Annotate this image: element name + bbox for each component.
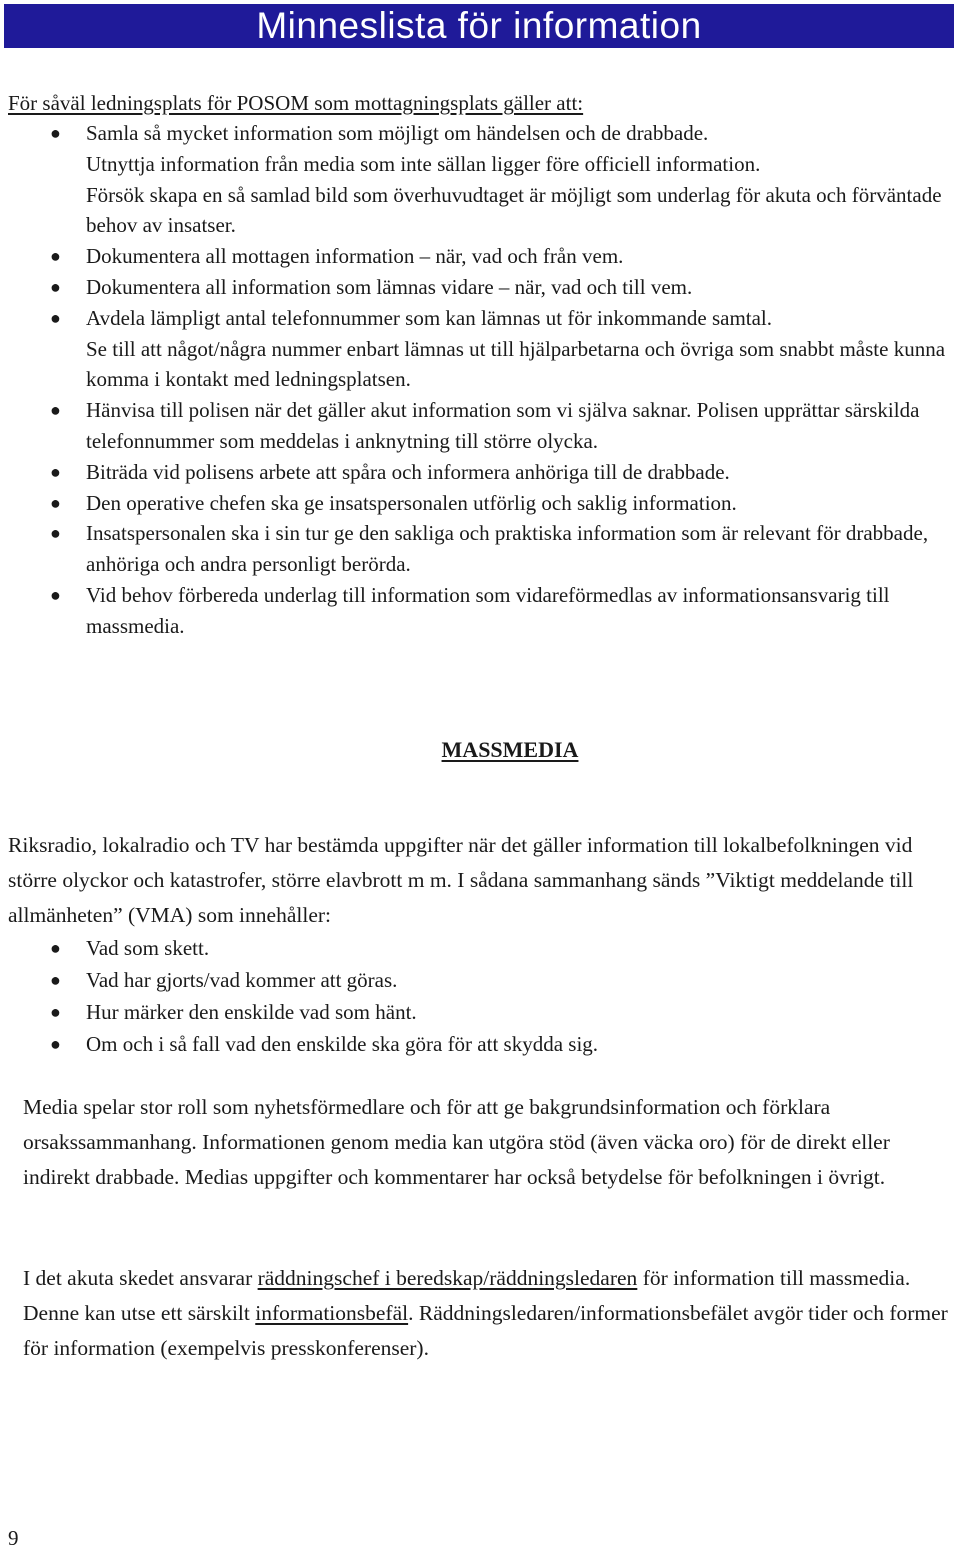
media-paragraph: Media spelar stor roll som nyhetsförmedlare och för att ge bakgrundsinformation och förklara orsakssammanhang. Informationen genom media kan utgöra stöd (även väcka oro) för de direkt eller indirekt drabbade. Medias uppgifter och kommentarer har också betydelse för befolkningen i övrigt. (23, 1095, 890, 1189)
intro-text: För såväl ledningsplats för POSOM som mottagningsplats gäller att: (8, 91, 584, 115)
bullet-icon: ● (50, 276, 61, 297)
list-item (0, 488, 945, 519)
list-item-text: Den operative chefen ska ge insatspersonalen utförlig och saklig information. (86, 490, 737, 515)
page-title: Minneslista för information (4, 4, 954, 48)
radio-paragraph: Riksradio, lokalradio och TV har bestämda uppgifter när det gäller information till lokalbefolkningen vid större olyckor och katastrofer, större elavbrott m m. I sådana sammanhang sänds ”Viktigt meddelande till allmänheten” (VMA) som innehåller: (8, 833, 914, 927)
bullet-icon: ● (50, 400, 61, 421)
list-item-text: Vid behov förbereda underlag till information som vidareförmedlas av informationsansvarig till massmedia. (86, 582, 890, 638)
section-heading-massmedia: MASSMEDIA (441, 737, 579, 762)
list-item (0, 180, 945, 242)
list-item-text: Avdela lämpligt antal telefonnummer som kan lämnas ut för inkommande samtal. (86, 305, 773, 330)
list-item (0, 303, 945, 334)
responsibility-text: för information till massmedia. (637, 1266, 911, 1290)
list-item-text: Hur märker den enskilde vad som hänt. (86, 1000, 417, 1024)
list-item-text: Utnyttja information från media som inte sällan ligger före officiell information. (86, 151, 761, 176)
list-item-text: Se till att något/några nummer enbart lämnas ut till hjälparbetarna och övriga som snabbt måste kunna komma i kontakt med ledningsplatsen. (86, 336, 946, 392)
bullet-icon: ● (50, 938, 61, 958)
list-item-text: Försök skapa en så samlad bild som överhuvudtaget är möjligt som underlag för akuta och förväntade behov av insatser. (86, 182, 942, 238)
responsibility-text: I det akuta skedet ansvarar (23, 1266, 258, 1290)
list-item (0, 149, 945, 180)
list-item-text: Dokumentera all information som lämnas vidare – när, vad och till vem. (86, 274, 693, 299)
list-item (0, 241, 945, 272)
bullet-icon: ● (50, 523, 61, 544)
information-officer-underlined: informationsbefäl (255, 1301, 409, 1325)
list-item (0, 457, 945, 488)
bullet-icon: ● (50, 970, 61, 990)
bullet-icon: ● (50, 584, 61, 605)
responsibility-paragraph (23, 1261, 948, 1366)
list-item (0, 118, 945, 149)
list-item-text: Dokumentera all mottagen information – när, vad och från vem. (86, 244, 624, 269)
bullet-icon: ● (50, 1002, 61, 1022)
rescue-leader-underlined: räddningschef i beredskap/räddningsledaren (257, 1266, 638, 1290)
bullet-icon: ● (50, 307, 61, 328)
list-item-text: Om och i så fall vad den enskilde ska göra för att skydda sig. (86, 1032, 599, 1056)
list-item (0, 395, 945, 457)
list-item (0, 996, 945, 1028)
list-item (0, 1028, 945, 1060)
list-item (0, 334, 945, 396)
list-item (0, 964, 945, 996)
responsibility-text: Denne kan utse ett särskilt (23, 1301, 256, 1325)
list-item-text: Samla så mycket information som möjligt om händelsen och de drabbade. (86, 121, 709, 145)
responsibility-text: . Räddningsledaren/informationsbefälet avgör tider och former för information (exempelvis presskonferenser). (23, 1301, 948, 1360)
list-item (0, 932, 945, 964)
list-item-text: Insatspersonalen ska i sin tur ge den sakliga och praktiska information som är relevant för drabbade, anhöriga och andra personligt berörda. (86, 521, 929, 577)
bullet-icon: ● (50, 492, 61, 513)
list-item (0, 272, 945, 303)
bullet-icon: ● (50, 123, 61, 143)
page-number: 9 (8, 1526, 19, 1550)
bullet-icon: ● (50, 246, 61, 267)
information-checklist (0, 118, 945, 642)
list-item-text: Biträda vid polisens arbete att spåra och informera anhöriga till de drabbade. (86, 459, 730, 484)
bullet-icon: ● (50, 1034, 61, 1054)
list-item-text: Hänvisa till polisen när det gäller akut information som vi själva saknar. Polisen upprättar särskilda telefonnummer som meddelas i anknytning till större olycka. (86, 398, 920, 453)
list-item (0, 518, 945, 580)
list-item (0, 580, 945, 642)
bullet-icon: ● (50, 461, 61, 482)
vma-list (0, 932, 945, 1060)
list-item-text: Vad som skett. (86, 936, 210, 960)
list-item-text: Vad har gjorts/vad kommer att göras. (86, 968, 398, 992)
